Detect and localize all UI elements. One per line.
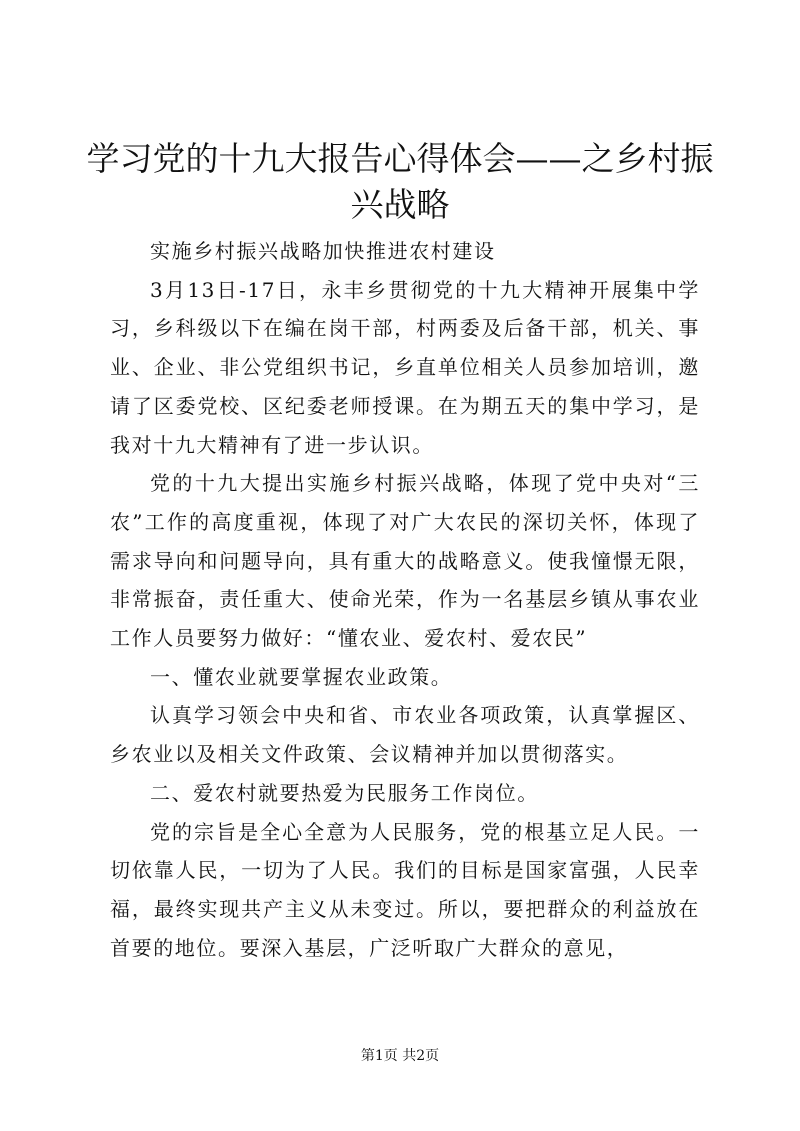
document-body — [110, 232, 700, 967]
paragraph-section-2: 党的宗旨是全心全意为人民服务，党的根基立足人民。一切依靠人民，一切为了人民。我们的目标是国家富强，人民幸福，最终实现共产主义从未变过。所以，要把群众的利益放在首要的地位。要深入基层，广泛听取广大群众的意见， — [110, 819, 700, 960]
paragraph-study-session: 3月13日-17日，永丰乡贯彻党的十九大精神开展集中学习，乡科级以下在编在岗干部，村两委及后备干部，机关、事业、企业、非公党组织书记，乡直单位相关人员参加培训，邀请了区委党校、区纪委老师授课。在为期五天的集中学习，是我对十九大精神有了进一步认识。 — [110, 277, 700, 457]
paragraph-strategy-significance: 党的十九大提出实施乡村振兴战略，体现了党中央对“三农”工作的高度重视，体现了对广大农民的深切关怀，体现了需求导向和问题导向，具有重大的战略意义。使我憧憬无限，非常振奋，责任重大、使命光荣，作为一名基层乡镇从事农业工作人员要努力做好：“懂农业、爱农村、爱农民” — [110, 471, 700, 651]
section-heading-2: 二、爱农村就要热爱为民服务工作岗位。 — [150, 780, 539, 805]
paragraph-section-1: 认真学习领会中央和省、市农业各项政策，认真掌握区、乡农业以及相关文件政策、会议精神并加以贯彻落实。 — [110, 703, 700, 767]
section-heading-1: 一、懂农业就要掌握农业政策。 — [150, 664, 453, 689]
document-title: 学习党的十九大报告心得体会——之乡村振兴战略 — [86, 139, 714, 224]
paragraph-subtitle: 实施乡村振兴战略加快推进农村建设 — [150, 239, 496, 263]
page-footer: 第1页 共2页 — [360, 1048, 440, 1064]
